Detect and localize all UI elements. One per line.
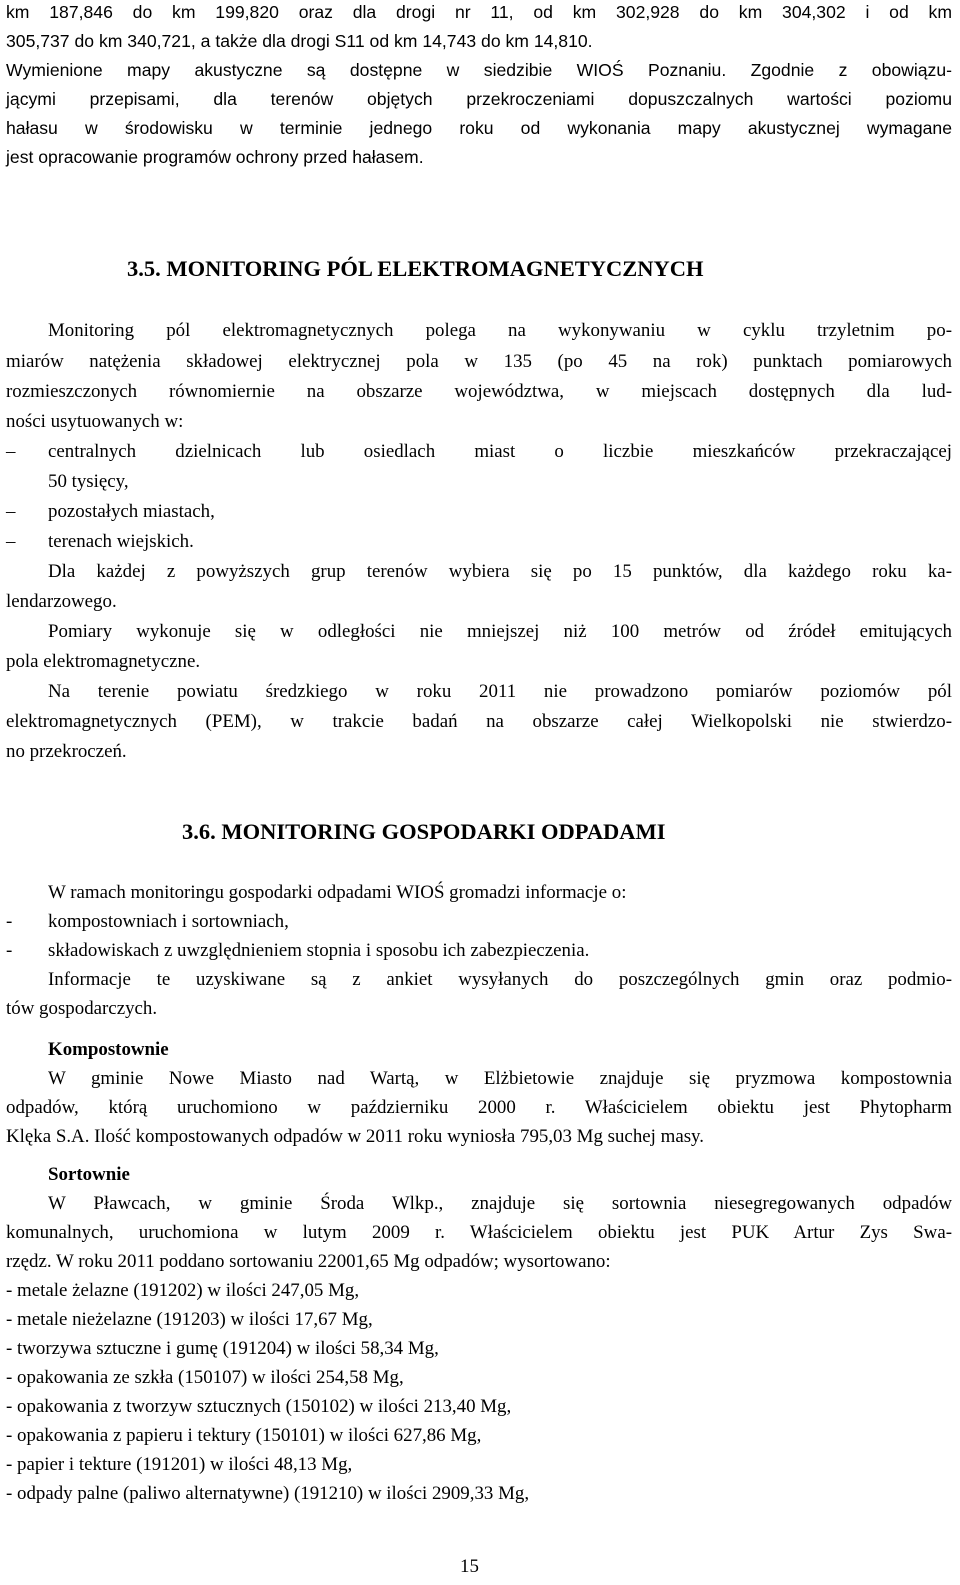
page-number: 15 — [460, 1556, 479, 1577]
paragraph-line: pola elektromagnetyczne. — [6, 651, 201, 672]
paragraph-line: Monitoring pól elektromagnetycznych polega na wykonywaniu w cyklu trzyletnim po- — [48, 320, 952, 341]
list-item: terenach wiejskich. — [48, 531, 194, 552]
subheading-kompostownie: Kompostownie — [48, 1039, 169, 1060]
section-heading-3-6: 3.6. MONITORING GOSPODARKI ODPADAMI — [182, 819, 666, 844]
section-heading-3-5: 3.5. MONITORING PÓL ELEKTROMAGNETYCZNYCH — [127, 256, 704, 281]
paragraph-line: rozmieszczonych równomiernie na obszarze województwa, w miejscach dostępnych dla lud- — [6, 381, 952, 402]
intro-line: km 187,846 do km 199,820 oraz dla drogi nr 11, od km 302,928 do km 304,302 i od km — [6, 2, 952, 22]
paragraph-line: tów gospodarczych. — [6, 998, 158, 1019]
sorted-item: - papier i tekture (191201) w ilości 48,13 Mg, — [6, 1454, 353, 1475]
list-marker: - — [6, 940, 13, 961]
sorted-item: - opakowania z tworzyw sztucznych (150102) w ilości 213,40 Mg, — [6, 1396, 512, 1417]
list-item: centralnych dzielnicach lub osiedlach miast o liczbie mieszkańców przekraczającej — [48, 441, 952, 462]
intro-line: Wymienione mapy akustyczne są dostępne w siedzibie WIOŚ Poznaniu. Zgodnie z obowiązu- — [6, 60, 952, 80]
subheading-sortownie: Sortownie — [48, 1164, 130, 1185]
paragraph-line: odpadów, którą uruchomiono w październiku 2000 r. Właścicielem obiektu jest Phytopharm — [6, 1097, 952, 1118]
paragraph-line: W Pławcach, w gminie Środa Wlkp., znajduje się sortownia niesegregowanych odpadów — [48, 1193, 952, 1214]
paragraph-line: Klęka S.A. Ilość kompostowanych odpadów w 2011 roku wyniosła 795,03 Mg suchej masy. — [6, 1126, 704, 1147]
paragraph-line: lendarzowego. — [6, 591, 117, 612]
paragraph-line: elektromagnetycznych (PEM), w trakcie badań na obszarze całej Wielkopolski nie stwierdzo- — [6, 711, 952, 732]
paragraph-line: rzędz. W roku 2011 poddano sortowaniu 22001,65 Mg odpadów; wysortowano: — [6, 1251, 611, 1272]
paragraph-line: Dla każdej z powyższych grup terenów wybiera się po 15 punktów, dla każdego roku ka- — [48, 561, 952, 582]
list-marker: – — [6, 441, 16, 462]
paragraph-line: miarów natężenia składowej elektrycznej pola w 135 (po 45 na rok) punktach pomiarowych — [6, 351, 952, 372]
intro-line: 305,737 do km 340,721, a także dla drogi S11 od km 14,743 do km 14,810. — [6, 31, 593, 51]
intro-line: jest opracowanie programów ochrony przed hałasem. — [6, 147, 424, 167]
sorted-item: - tworzywa sztuczne i gumę (191204) w ilości 58,34 Mg, — [6, 1338, 439, 1359]
paragraph-line: Na terenie powiatu średzkiego w roku 2011 nie prowadzono pomiarów poziomów pól — [48, 681, 952, 702]
paragraph-line: komunalnych, uruchomiona w lutym 2009 r. Właścicielem obiektu jest PUK Artur Zys Swa- — [6, 1222, 952, 1243]
list-marker: – — [6, 531, 16, 552]
sorted-item: - opakowania ze szkła (150107) w ilości 254,58 Mg, — [6, 1367, 404, 1388]
paragraph-line: no przekroczeń. — [6, 741, 127, 762]
sorted-item: - metale żelazne (191202) w ilości 247,05 Mg, — [6, 1280, 360, 1301]
sorted-item: - opakowania z papieru i tektury (150101) w ilości 627,86 Mg, — [6, 1425, 482, 1446]
list-item: pozostałych miastach, — [48, 501, 215, 522]
sorted-item: - metale nieżelazne (191203) w ilości 17,67 Mg, — [6, 1309, 373, 1330]
paragraph-line: W ramach monitoringu gospodarki odpadami WIOŚ gromadzi informacje o: — [48, 882, 627, 903]
list-marker: - — [6, 911, 13, 932]
sorted-item: - odpady palne (paliwo alternatywne) (191210) w ilości 2909,33 Mg, — [6, 1483, 530, 1504]
paragraph-line: Pomiary wykonuje się w odległości nie mniejszej niż 100 metrów od źródeł emitujących — [48, 621, 952, 642]
list-item-continuation: 50 tysięcy, — [48, 471, 129, 492]
list-item: składowiskach z uwzględnieniem stopnia i sposobu ich zabezpieczenia. — [48, 940, 590, 961]
list-marker: – — [6, 501, 16, 522]
paragraph-line: W gminie Nowe Miasto nad Wartą, w Elżbietowie znajduje się pryzmowa kompostownia — [48, 1068, 952, 1089]
intro-line: hałasu w środowisku w terminie jednego roku od wykonania mapy akustycznej wymagane — [6, 118, 952, 138]
list-item: kompostowniach i sortowniach, — [48, 911, 289, 932]
paragraph-line: Informacje te uzyskiwane są z ankiet wysyłanych do poszczególnych gmin oraz podmio- — [48, 969, 952, 990]
intro-line: jącymi przepisami, dla terenów objętych przekroczeniami dopuszczalnych wartości poziomu — [6, 89, 952, 109]
paragraph-line: ności usytuowanych w: — [6, 411, 184, 432]
